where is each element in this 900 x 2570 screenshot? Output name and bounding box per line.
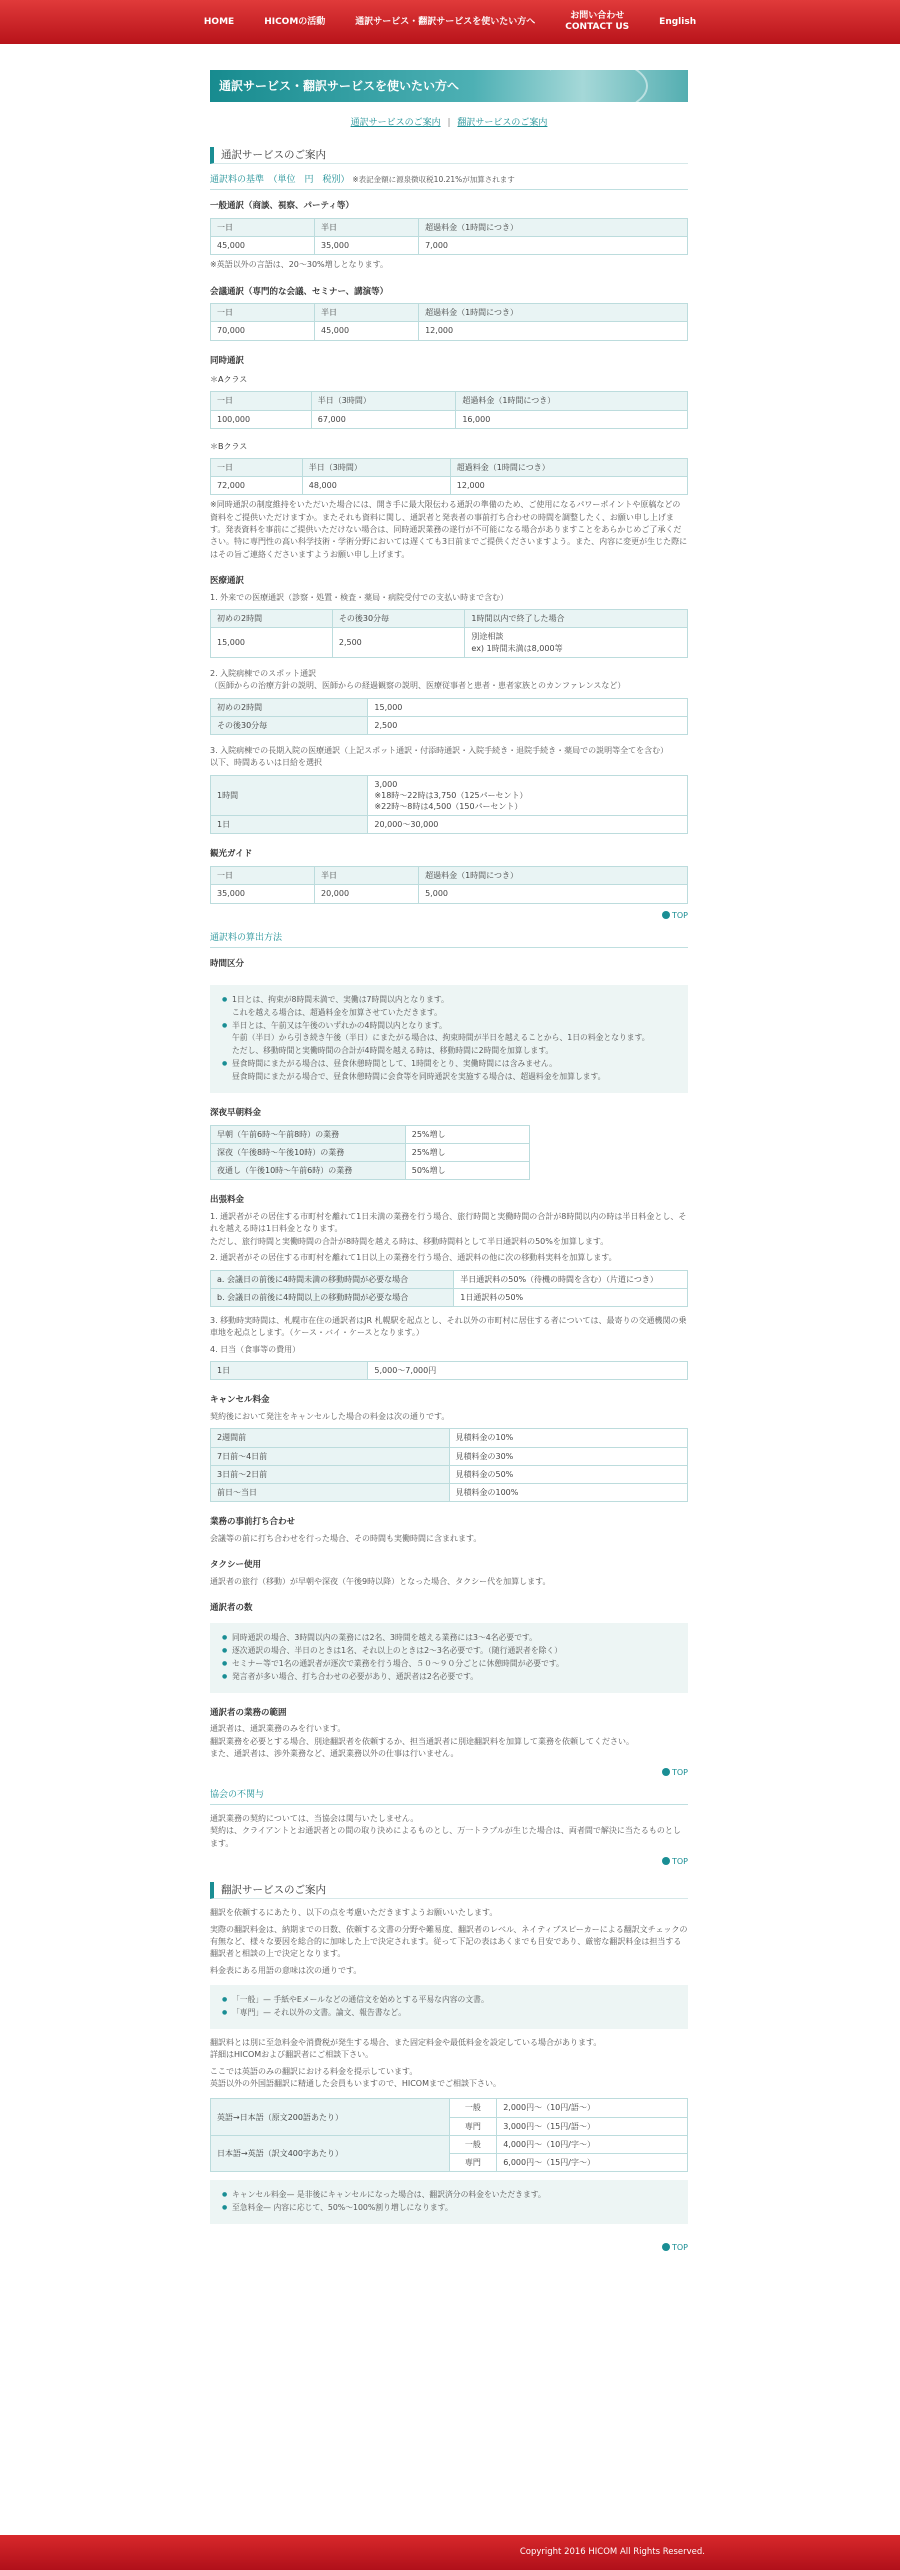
list-item: ● 「一般」— 手紙やEメールなどの通信文を始めとする平易な内容の文書。 — [222, 1994, 676, 2007]
top-label: TOP — [671, 2242, 688, 2252]
non-involvement-text: 通訳業務の契約については、当協会は関与いたしません。 契約は、クライアントとお通訳者との間の取り決めによるものとし、万一トラブルが生じた場合は、両者間で解決に当たるものとします。 — [210, 1814, 681, 1848]
pre-meeting-text: 会議等の前に打ち合わせを行った場合、その時間も実働時間に含まれます。 — [210, 1533, 482, 1543]
main-content — [210, 70, 688, 2254]
table-cell: 45,000 — [315, 322, 419, 340]
table-cell: 初めの2時間 — [211, 698, 368, 716]
list-item: ● 1日とは、拘束が8時間未満で、実働は7時間以内となります。 これを越える場合は、超過料金を加算させていただきます。 — [222, 994, 676, 1020]
table-cell: 1日通訳料の50% — [454, 1288, 688, 1306]
table-header: 初めの2時間 — [211, 610, 333, 628]
medical-item-3: 3. 入院病棟での長期入院の医療通訳（上記スポット通訳・付添時通訳・入院手続き・退院手続き・薬局での説明等全てを含む） 以下、時間あるいは日給を選択 — [210, 745, 669, 768]
table-cell: 4,000円〜（10円/字〜） — [497, 2135, 688, 2153]
table-cell: a. 会議日の前後に4時間未満の移動時間が必要な場合 — [211, 1270, 454, 1288]
table-header: 超過料金（1時間につき） — [419, 304, 688, 322]
banner-swoosh-decoration — [538, 70, 648, 102]
nav-home[interactable]: HOME — [203, 16, 235, 27]
class-b-table — [210, 458, 688, 495]
translation-intro: 翻訳を依頼するにあたり、以下の点を考慮いただきますようお願いいたします。 — [210, 1908, 498, 1918]
page-banner — [210, 70, 688, 102]
cancellation-text: 契約後において発注をキャンセルした場合の料金は次の通りです。 — [210, 1411, 450, 1421]
table-cell: 45,000 — [211, 236, 315, 254]
arrow-up-icon — [662, 1768, 670, 1776]
arrow-up-icon — [662, 1857, 670, 1865]
daily-allowance-table — [210, 1361, 688, 1380]
list-item: ● セミナー等で1名の通訳者が逐次で業務を行う場合、５０〜９０分ごとに休憩時間が必要です。 — [222, 1658, 676, 1671]
table-cell: 見積料金の30% — [449, 1447, 688, 1465]
rate-note: ※表記金額に源泉徴収税10.21%が加算されます — [352, 174, 515, 184]
extra-fee-text: 翻訳料とは別に至急料金や消費税が発生する場合、また固定料金や最低料金を設定している場合があります。 詳細はHICOMおよび翻訳者にご相談下さい。 — [210, 2037, 602, 2060]
table-cell: 72,000 — [211, 476, 303, 494]
table-cell: 7日前〜4日前 — [211, 1447, 450, 1465]
table-cell: 専門 — [449, 2153, 497, 2171]
table-header: 超過料金（1時間につき） — [456, 392, 688, 410]
table-cell: 20,000〜30,000 — [368, 816, 688, 834]
travel-fee-table — [210, 1270, 688, 1307]
top-label: TOP — [671, 1857, 688, 1867]
table-header: 半日 — [315, 867, 419, 885]
section-heading-translation: 翻訳サービスのご案内 — [210, 1882, 688, 1899]
back-to-top-link[interactable] — [210, 1856, 688, 1868]
table-header: 一日 — [211, 867, 315, 885]
conference-interpretation-title: 会議通訳（専門的な会議、セミナー、講演等） — [210, 286, 389, 297]
medical-longterm-table — [210, 775, 688, 835]
table-cell: 100,000 — [211, 410, 312, 428]
section-links — [210, 117, 688, 131]
table-cell: 2週間前 — [211, 1429, 450, 1447]
arrow-up-icon — [662, 911, 670, 919]
general-rate-table — [210, 218, 688, 255]
table-header: 一日 — [211, 218, 315, 236]
table-cell: 2,000円〜（10円/語〜） — [497, 2099, 688, 2117]
medical-outpatient-table — [210, 609, 688, 658]
top-label: TOP — [671, 1767, 688, 1777]
table-cell: 別途相談 ex) 1時間未満は8,000等 — [465, 628, 688, 657]
table-cell: 早朝（午前6時〜午前8時）の業務 — [211, 1125, 406, 1143]
travel-fee-item-3: 3. 移動時実時間は、札幌市在住の通訳者はJR 札幌駅を起点とし、それ以外の市町村に居住する者については、最寄りの交通機関の乗車地を起点とします。（ケース・バイ・ケースとなります。） — [210, 1315, 687, 1338]
medical-title: 医療通訳 — [210, 576, 245, 587]
class-b-label: ＊Bクラス — [210, 441, 248, 451]
link-separator: | — [447, 118, 451, 128]
scope-title: 通訳者の業務の範囲 — [210, 1707, 287, 1718]
link-interpretation[interactable]: 通訳サービスのご案内 — [350, 118, 441, 128]
taxi-title: タクシー使用 — [210, 1560, 262, 1571]
table-cell: 日本語→英語（訳文400字あたり） — [211, 2135, 450, 2171]
translation-notes-box — [210, 2180, 688, 2224]
class-a-label: ＊Aクラス — [210, 375, 248, 385]
travel-fee-item-4: 4. 日当（食事等の費用） — [210, 1344, 301, 1354]
list-item: ● 至急料金— 内容に応じて、50%〜100%割り増しになります。 — [222, 2202, 676, 2215]
table-header: 超過料金（1時間につき） — [450, 458, 687, 476]
top-label: TOP — [671, 910, 688, 920]
copyright: Copyright 2016 HICOM All Rights Reserved. — [519, 2547, 705, 2557]
terms-intro: 料金表にある用語の意味は次の通りです。 — [210, 1965, 362, 1975]
page-title: 通訳サービス・翻訳サービスを使いたい方へ — [219, 79, 460, 93]
nav-activities[interactable]: HICOMの活動 — [264, 16, 326, 27]
table-cell: 7,000 — [419, 236, 688, 254]
table-header: その後30分毎 — [332, 610, 465, 628]
table-header: 半日 — [315, 304, 419, 322]
list-item: ● 昼食時間にまたがる場合は、昼食休憩時間として、1時間をとり、実働時間には含みません。 昼食時間にまたがる場合で、昼食休憩時間に会食等を同時通訳を実施する場合は、超過料金を加算します。 — [222, 1058, 676, 1084]
rate-standard-title: 通訳料の基準 （単位 円 税別） — [210, 174, 350, 185]
table-cell: 25%増し — [405, 1143, 530, 1161]
night-rate-title: 深夜早朝料金 — [210, 1107, 262, 1118]
rate-standard-heading — [210, 174, 688, 191]
travel-fee-item-1: 1. 通訳者がその居住する市町村を離れて1日未満の業務を行う場合、旅行時間と実働時間の合計が8時間以内の時は半日料金とし、それを越える時は1日料金となります。 ただし、旅行時間と実働時間の合計が8時間を越える時は、移動時間料として半日通訳料の50%を加算します。 — [210, 1211, 687, 1246]
list-item: ● 半日とは、午前又は午後のいずれかの4時間以内となります。 午前（半日）から引き続き午後（半日）にまたがる場合は、拘束時間が半日を越えることから、1日の料金となります。 ただし、移動時間と実働時間の合計が4時間を越える時は、移動時間に2時間を加算します。 — [222, 1020, 676, 1059]
table-cell: 1日 — [211, 1362, 368, 1380]
table-cell: 67,000 — [311, 410, 456, 428]
table-cell: 3,000 ※18時〜22時は3,750（125パーセント） ※22時〜8時は4,500（150パーセント） — [368, 775, 688, 816]
table-cell: 35,000 — [211, 885, 315, 903]
table-cell: 1時間 — [211, 775, 368, 816]
night-rate-table — [210, 1125, 530, 1181]
medical-spot-table — [210, 698, 688, 735]
table-cell: 16,000 — [456, 410, 688, 428]
translation-rate-table — [210, 2098, 688, 2172]
nav-english[interactable]: English — [659, 16, 697, 27]
table-cell: 専門 — [449, 2117, 497, 2135]
top-navigation — [0, 0, 900, 44]
calculation-heading: 通訳料の算出方法 — [210, 932, 688, 949]
back-to-top-link[interactable] — [210, 910, 688, 922]
table-cell: 半日通訳料の50%（待機の時間を含む）（片道につき） — [454, 1270, 688, 1288]
table-cell: 前日〜当日 — [211, 1483, 450, 1501]
table-cell: b. 会議日の前後に4時間以上の移動時間が必要な場合 — [211, 1288, 454, 1306]
english-only-text: ここでは英語のみの翻訳における料金を提示しています。 英語以外の外国語翻訳に精通した会員もいますので、HICOMまでご相談下さい。 — [210, 2066, 501, 2089]
table-cell: 一般 — [449, 2135, 497, 2153]
table-header: 半日 — [315, 218, 419, 236]
translation-fee-explanation: 実際の翻訳料金は、納期までの日数、依頼する文書の分野や難易度、翻訳者のレベル、ネイティブスピーカーによる翻訳文チェックの有無など、様々な要因を総合的に加味した上で決定されます。従って下記の表はあくまでも目安であり、厳密な翻訳料金は担当する翻訳者と相談の上で決定となります。 — [210, 1924, 688, 1959]
table-cell: 2,500 — [332, 628, 465, 657]
table-cell: 5,000〜7,000円 — [368, 1362, 688, 1380]
table-cell: 見積料金の50% — [449, 1465, 688, 1483]
conference-rate-table — [210, 303, 688, 340]
table-cell: 35,000 — [315, 236, 419, 254]
list-item: ● 同時通訳の場合、3時間以内の業務には2名、3時間を越える業務には3〜4名必要です。 — [222, 1632, 676, 1645]
simultaneous-note: ※同時通訳の制度維持をいただいた場合には、開き手に最大限伝わる通訳の準備のため、ご使用になるパワーポイントや原稿などの資料をご提供いただけますか。またそれも資料に関し、通訳者と発表者の事前打ち合わせの時間を調整したく、お願い申し上げます。発表資料を事前にご提供いただけない場合は、同時通訳業務の遂行が不可能になる場合がありますことをあらかじめご了承ください。特に専門性の高い科学技術・学術分野においては遅くても3日前までご提供くださいますよう。また、内容に変更が生じた際にはその旨ご連絡くださいますようお願い申し上げます。 — [210, 500, 688, 559]
time-division-box — [210, 985, 688, 1093]
table-cell: その後30分毎 — [211, 716, 368, 734]
taxi-text: 通訳者の旅行（移動）が早朝や深夜（午後9時以降）となった場合、タクシー代を加算します。 — [210, 1577, 551, 1587]
table-cell: 48,000 — [302, 476, 450, 494]
medical-item-2: 2. 入院病棟でのスポット通訳 （医師からの治療方針の説明、医師からの経過観察の説明、医療従事者と患者・患者家族とのカンファレンスなど） — [210, 668, 626, 691]
interpreter-count-title: 通訳者の数 — [210, 1603, 253, 1614]
interpreter-count-box — [210, 1623, 688, 1692]
class-a-table — [210, 391, 688, 428]
nav-contact[interactable]: お問い合わせ CONTACT US — [565, 11, 630, 32]
general-note: ※英語以外の言語は、20〜30%増しとなります。 — [210, 260, 389, 270]
list-item: ● 逐次通訳の場合、半日のときは1名、それ以上のときは2〜3名必要です。（随行通訳者を除く） — [222, 1645, 676, 1658]
tour-guide-table — [210, 866, 688, 903]
link-translation[interactable]: 翻訳サービスのご案内 — [457, 118, 548, 128]
footer — [0, 2535, 900, 2570]
table-cell: 20,000 — [315, 885, 419, 903]
terms-box — [210, 1985, 688, 2029]
travel-fee-item-2: 2. 通訳者がその居住する市町村を離れて1日以上の業務を行う場合、通訳料の他に次の移動料実料を加算します。 — [210, 1253, 617, 1263]
non-involvement-heading: 協会の不関与 — [210, 1789, 688, 1806]
table-header: 一日 — [211, 392, 312, 410]
nav-services[interactable]: 通訳サービス・翻訳サービスを使いたい方へ — [355, 16, 536, 27]
table-header: 超過料金（1時間につき） — [419, 867, 688, 885]
cancellation-table — [210, 1428, 688, 1502]
list-item: ● 「専門」— それ以外の文書。論文、報告書など。 — [222, 2007, 676, 2020]
scope-text: 通訳者は、通訳業務のみを行います。 翻訳業務を必要とする場合、別途翻訳者を依頼するか、担当通訳者に別途翻訳料を加算して業務を依頼してください。 また、通訳者は、渉外業務など、通訳業務以外の仕事は行いません。 — [210, 1724, 634, 1759]
back-to-top-link[interactable] — [210, 1767, 688, 1779]
table-header: 一日 — [211, 458, 303, 476]
table-cell: 3日前〜2日前 — [211, 1465, 450, 1483]
table-cell: 5,000 — [419, 885, 688, 903]
table-cell: 夜通し（午後10時〜午前6時）の業務 — [211, 1162, 406, 1180]
table-cell: 英語→日本語（原文200語あたり） — [211, 2099, 450, 2135]
table-cell: 1日 — [211, 816, 368, 834]
table-cell: 12,000 — [419, 322, 688, 340]
simultaneous-title: 同時通訳 — [210, 355, 245, 366]
table-header: 半日（3時間） — [311, 392, 456, 410]
table-cell: 見積料金の100% — [449, 1483, 688, 1501]
table-cell: 70,000 — [211, 322, 315, 340]
table-cell: 深夜（午後8時〜午後10時）の業務 — [211, 1143, 406, 1161]
table-cell: 3,000円〜（15円/語〜） — [497, 2117, 688, 2135]
table-cell: 15,000 — [211, 628, 333, 657]
medical-item-1: 1. 外来での医療通訳（診察・処置・検査・薬局・病院受付での支払い時まで含む） — [210, 592, 509, 602]
travel-fee-title: 出張料金 — [210, 1195, 245, 1206]
section-heading-interpretation: 通訳サービスのご案内 — [210, 147, 688, 164]
arrow-up-icon — [662, 2243, 670, 2251]
table-cell: 15,000 — [368, 698, 688, 716]
general-interpretation-title: 一般通訳（商談、視察、パーティ等） — [210, 201, 354, 211]
time-division-title: 時間区分 — [210, 959, 245, 970]
table-cell: 一般 — [449, 2099, 497, 2117]
table-cell: 50%増し — [405, 1162, 530, 1180]
table-cell: 2,500 — [368, 716, 688, 734]
table-cell: 見積料金の10% — [449, 1429, 688, 1447]
table-cell: 12,000 — [450, 476, 687, 494]
list-item: ● 発言者が多い場合、打ち合わせの必要があり、通訳者は2名必要です。 — [222, 1671, 676, 1684]
tour-guide-title: 観光ガイド — [210, 849, 253, 860]
back-to-top-link[interactable] — [210, 2242, 688, 2254]
cancellation-title: キャンセル料金 — [210, 1395, 270, 1406]
pre-meeting-title: 業務の事前打ち合わせ — [210, 1517, 296, 1528]
table-header: 1時間以内で終了した場合 — [465, 610, 688, 628]
table-header: 一日 — [211, 304, 315, 322]
list-item: ● キャンセル料金— 是非後にキャンセルになった場合は、翻訳済分の料金をいただきます。 — [222, 2189, 676, 2202]
table-cell: 6,000円〜（15円/字〜） — [497, 2153, 688, 2171]
table-header: 超過料金（1時間につき） — [419, 218, 688, 236]
table-cell: 25%増し — [405, 1125, 530, 1143]
table-header: 半日（3時間） — [302, 458, 450, 476]
